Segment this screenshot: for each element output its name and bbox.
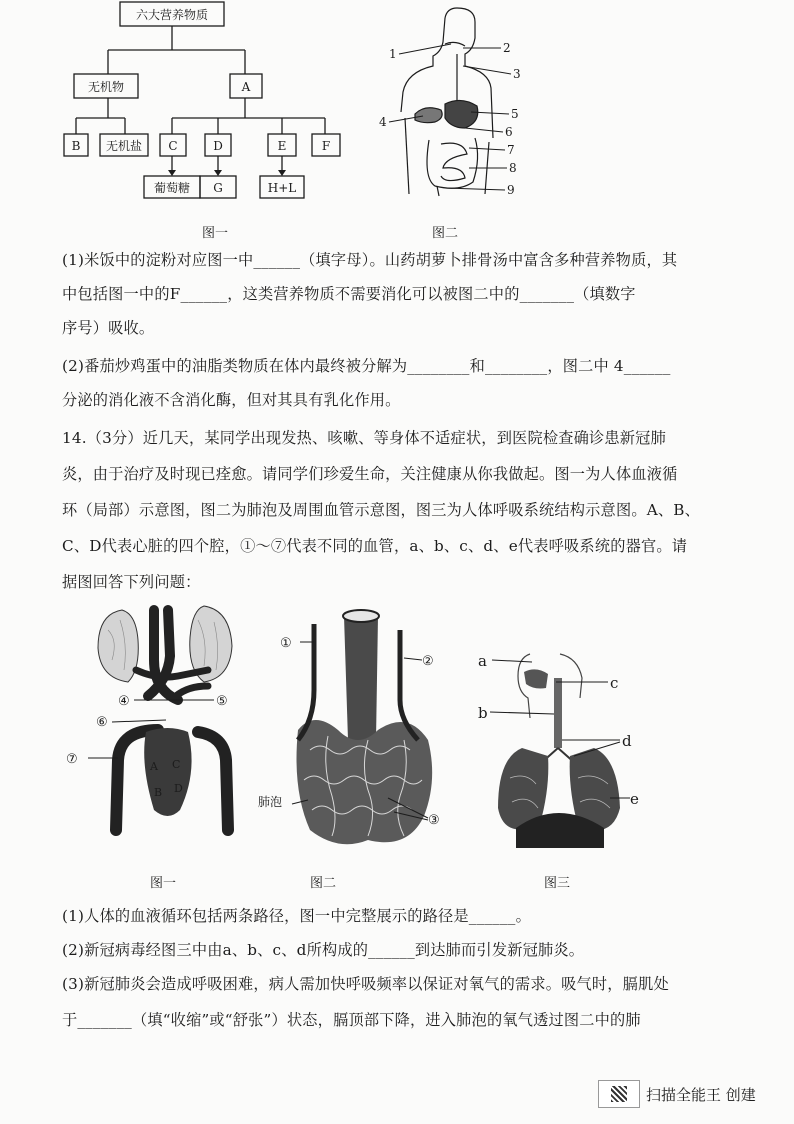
tree-l2-3: D [213, 139, 223, 153]
q14-line-5: 据图回答下列问题： [62, 573, 201, 591]
q13-line-2: 中包括图一中的F______，这类营养物质不需要消化可以被图二中的_______（填数字 [62, 285, 636, 303]
q13-line-4: (2)番茄炒鸡蛋中的油脂类物质在体内最终被分解为________和________，图二中 4______ [62, 357, 671, 375]
organ-label-b: b [478, 704, 488, 722]
mid-caption-3: 图三 [544, 876, 571, 891]
top-caption-left: 图一 [202, 226, 229, 241]
digestive-label-2: 2 [503, 41, 511, 55]
digestive-label-8: 8 [509, 161, 517, 175]
tree-l2-0: B [71, 139, 81, 153]
q14-question-4: 于_______（填“收缩”或“舒张”）状态，膈顶部下降，进入肺泡的氧气透过图二中的肺 [62, 1011, 641, 1029]
vessel-label-7: ⑦ [66, 752, 78, 767]
mid-caption-1: 图一 [150, 876, 177, 891]
respiratory-system-diagram [470, 648, 650, 858]
vessel-label-1: ① [280, 636, 292, 651]
tree-l3-0: 葡萄糖 [153, 181, 191, 195]
tree-l2-5: F [321, 139, 331, 153]
vessel-label-2: ② [422, 654, 434, 669]
tree-l1-1: A [241, 80, 251, 94]
svg-text:B: B [154, 786, 163, 799]
blood-circulation-diagram [58, 600, 258, 850]
tree-l2-4: E [277, 139, 287, 153]
tree-l2-1: 无机盐 [105, 139, 143, 153]
digestive-label-6: 6 [505, 125, 513, 139]
alveolus-label: 肺泡 [258, 795, 283, 809]
mid-caption-2: 图二 [310, 876, 337, 891]
q13-line-5: 分泌的消化液不含消化酶，但对其具有乳化作用。 [62, 391, 401, 409]
top-caption-right: 图二 [432, 226, 459, 241]
tree-l2-2: C [168, 139, 178, 153]
organ-label-c: c [610, 674, 619, 692]
organ-label-a: a [478, 652, 487, 670]
digestive-label-5: 5 [511, 107, 519, 121]
scanner-watermark-text: 扫描全能王 创建 [646, 1085, 756, 1104]
tree-root: 六大营养物质 [135, 8, 209, 22]
tree-l3-1: G [213, 181, 223, 195]
q14-line-2: 炎，由于治疗及时现已痊愈。请同学们珍爱生命，关注健康从你我做起。图一为人体血液循 [62, 465, 678, 483]
q14-question-1: (1)人体的血液循环包括两条路径，图一中完整展示的路径是______。 [62, 907, 531, 925]
organ-label-d: d [622, 732, 632, 750]
q14-question-2: (2)新冠病毒经图三中由a、b、c、d所构成的______到达肺而引发新冠肺炎。 [62, 941, 585, 959]
nutrient-tree-diagram [60, 0, 360, 200]
q13-line-1: (1)米饭中的淀粉对应图一中______（填字母）。山药胡萝卜排骨汤中富含多种营养物质，其 [62, 251, 678, 269]
alveolus-vessels-diagram [258, 600, 458, 860]
digestive-system-diagram [379, 8, 535, 200]
q14-question-3: (3)新冠肺炎会造成呼吸困难，病人需加快呼吸频率以保证对氧气的需求。吸气时，膈肌处 [62, 975, 669, 993]
scanner-watermark [598, 1080, 756, 1108]
digestive-label-4: 4 [379, 115, 387, 129]
q14-line-1: 14.（3分）近几天，某同学出现发热、咳嗽、等身体不适症状，到医院检查确诊患新冠肺 [62, 429, 666, 447]
vessel-label-5: ⑤ [216, 694, 228, 709]
q14-line-4: C、D代表心脏的四个腔，①～⑦代表不同的血管，a、b、c、d、e代表呼吸系统的器官。请 [62, 537, 688, 555]
svg-text:C: C [172, 758, 181, 771]
scanner-logo-icon [598, 1080, 640, 1108]
q14-line-3: 环（局部）示意图，图二为肺泡及周围血管示意图，图三为人体呼吸系统结构示意图。A、B、 [62, 501, 701, 519]
svg-text:A: A [150, 760, 158, 773]
digestive-label-3: 3 [513, 67, 521, 81]
digestive-label-7: 7 [507, 143, 515, 157]
q13-line-3: 序号）吸收。 [62, 319, 155, 337]
svg-text:D: D [174, 782, 183, 795]
vessel-label-3: ③ [428, 813, 440, 828]
digestive-label-9: 9 [507, 183, 515, 197]
vessel-label-4: ④ [118, 694, 130, 709]
vessel-label-6: ⑥ [96, 715, 108, 730]
tree-l1-0: 无机物 [87, 80, 125, 94]
organ-label-e: e [630, 790, 639, 808]
digestive-label-1: 1 [389, 47, 397, 61]
tree-l3-2: H+L [267, 181, 297, 195]
